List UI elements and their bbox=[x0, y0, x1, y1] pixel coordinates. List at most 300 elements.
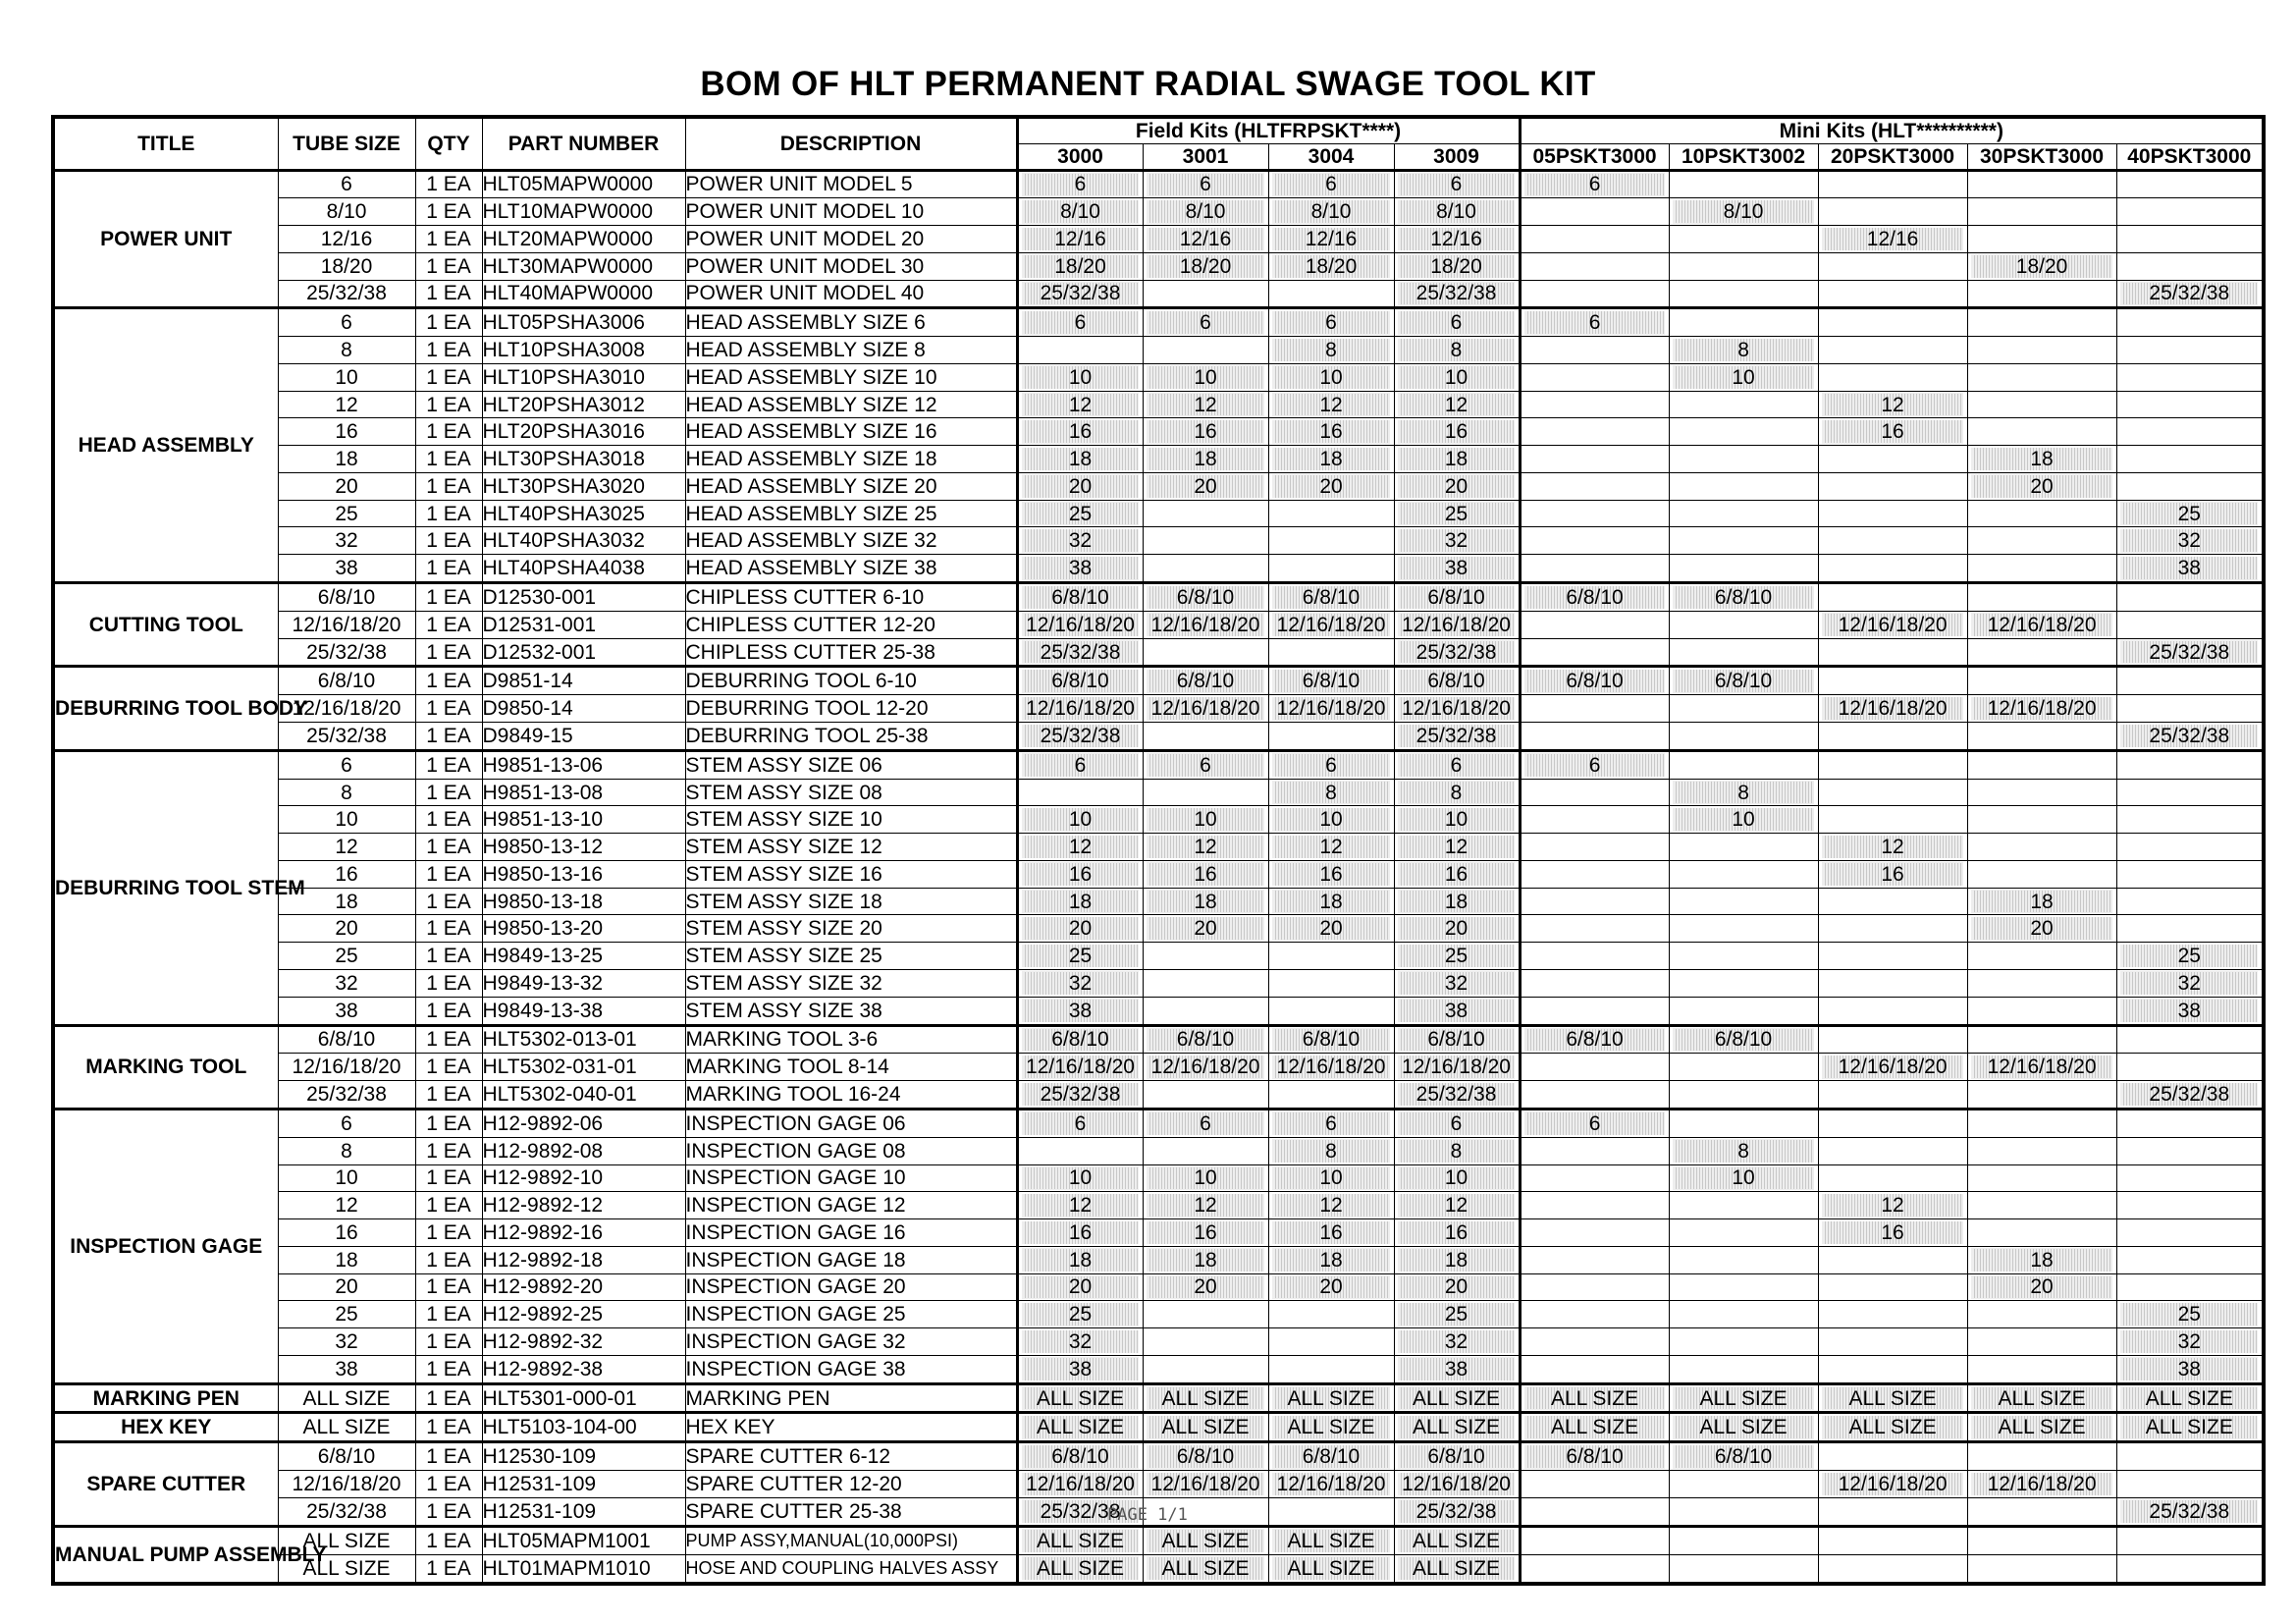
tube-size-cell: 12/16/18/20 bbox=[278, 695, 415, 723]
tube-size-cell: 38 bbox=[278, 555, 415, 583]
kit-cell bbox=[1967, 1328, 2116, 1356]
description-cell: SPARE CUTTER 25-38 bbox=[685, 1497, 1017, 1526]
part-number-cell: HLT30PSHA3018 bbox=[482, 446, 685, 473]
tube-size-cell: 6 bbox=[278, 1109, 415, 1137]
kit-cell bbox=[1268, 527, 1394, 555]
kit-cell bbox=[2116, 252, 2264, 280]
kit-cell bbox=[1669, 1328, 1818, 1356]
part-number-cell: H12531-109 bbox=[482, 1471, 685, 1498]
tube-size-cell: ALL SIZE bbox=[278, 1413, 415, 1442]
qty-cell: 1 EA bbox=[415, 252, 482, 280]
kit-cell: 10 bbox=[1394, 363, 1520, 391]
part-number-cell: H9850-13-16 bbox=[482, 860, 685, 888]
kit-cell bbox=[1520, 1246, 1669, 1273]
kit-cell bbox=[1669, 1355, 1818, 1383]
kit-cell bbox=[1669, 1109, 1818, 1137]
kit-cell: 10 bbox=[1143, 1164, 1268, 1192]
description-cell: STEM ASSY SIZE 25 bbox=[685, 943, 1017, 970]
kit-cell: 10 bbox=[1669, 1164, 1818, 1192]
kit-cell bbox=[1818, 1025, 1967, 1054]
page-footer: PAGE 1/1 bbox=[1107, 1505, 1188, 1525]
tube-size-cell: 20 bbox=[278, 1273, 415, 1301]
kit-cell bbox=[2116, 1164, 2264, 1192]
header-kit: 3004 bbox=[1268, 143, 1394, 170]
kit-cell bbox=[1143, 779, 1268, 806]
description-cell: POWER UNIT MODEL 20 bbox=[685, 226, 1017, 253]
kit-cell: 25/32/38 bbox=[1017, 280, 1143, 308]
kit-cell: 10 bbox=[1143, 363, 1268, 391]
kit-cell: 8 bbox=[1268, 337, 1394, 364]
kit-cell: 6/8/10 bbox=[1669, 1025, 1818, 1054]
kit-cell bbox=[1143, 527, 1268, 555]
kit-cell bbox=[2116, 1273, 2264, 1301]
description-cell: MARKING TOOL 8-14 bbox=[685, 1054, 1017, 1081]
kit-cell: 20 bbox=[1394, 1273, 1520, 1301]
kit-cell: 6/8/10 bbox=[1017, 667, 1143, 695]
kit-cell: 6 bbox=[1017, 308, 1143, 337]
kit-cell bbox=[1669, 997, 1818, 1025]
qty-cell: 1 EA bbox=[415, 969, 482, 997]
qty-cell: 1 EA bbox=[415, 1192, 482, 1219]
header-qty: QTY bbox=[415, 117, 482, 170]
kit-cell bbox=[1967, 1219, 2116, 1247]
qty-cell: 1 EA bbox=[415, 1497, 482, 1526]
kit-cell bbox=[1818, 750, 1967, 779]
tube-size-cell: 32 bbox=[278, 527, 415, 555]
kit-cell bbox=[1268, 1497, 1394, 1526]
kit-cell: 12/16/18/20 bbox=[1394, 1471, 1520, 1498]
kit-cell bbox=[1818, 1497, 1967, 1526]
kit-cell bbox=[1818, 1109, 1967, 1137]
kit-cell: 18 bbox=[1017, 888, 1143, 915]
kit-cell: ALL SIZE bbox=[1017, 1526, 1143, 1554]
kit-cell bbox=[1520, 337, 1669, 364]
qty-cell: 1 EA bbox=[415, 750, 482, 779]
kit-cell: 25/32/38 bbox=[2116, 280, 2264, 308]
kit-cell: 16 bbox=[1268, 860, 1394, 888]
part-number-cell: HLT5302-040-01 bbox=[482, 1081, 685, 1110]
kit-cell: ALL SIZE bbox=[1394, 1526, 1520, 1554]
kit-cell: ALL SIZE bbox=[1268, 1554, 1394, 1584]
kit-cell bbox=[2116, 1526, 2264, 1554]
qty-cell: 1 EA bbox=[415, 391, 482, 418]
kit-cell bbox=[1818, 638, 1967, 667]
kit-cell bbox=[1818, 888, 1967, 915]
part-number-cell: H9850-13-20 bbox=[482, 915, 685, 943]
kit-cell: 6/8/10 bbox=[1394, 1442, 1520, 1471]
table-row bbox=[53, 226, 2264, 253]
table-row bbox=[53, 472, 2264, 500]
kit-cell: 20 bbox=[1143, 915, 1268, 943]
kit-cell: 16 bbox=[1394, 1219, 1520, 1247]
kit-cell: 18 bbox=[1967, 1246, 2116, 1273]
kit-cell: 18 bbox=[1268, 888, 1394, 915]
kit-cell bbox=[1818, 1246, 1967, 1273]
kit-cell: ALL SIZE bbox=[1017, 1413, 1143, 1442]
kit-cell bbox=[1818, 1328, 1967, 1356]
tube-size-cell: 10 bbox=[278, 1164, 415, 1192]
tube-size-cell: ALL SIZE bbox=[278, 1383, 415, 1413]
header-field-kits: Field Kits (HLTFRPSKT****) bbox=[1017, 117, 1520, 143]
kit-cell bbox=[1520, 391, 1669, 418]
kit-cell: 18/20 bbox=[1143, 252, 1268, 280]
part-number-cell: H12-9892-12 bbox=[482, 1192, 685, 1219]
table-row bbox=[53, 1442, 2264, 1471]
description-cell: CHIPLESS CUTTER 6-10 bbox=[685, 583, 1017, 612]
kit-cell bbox=[2116, 611, 2264, 638]
kit-cell: 10 bbox=[1394, 1164, 1520, 1192]
kit-cell: 25/32/38 bbox=[1017, 1497, 1143, 1526]
kit-cell: 12/16/18/20 bbox=[1143, 1054, 1268, 1081]
kit-cell: 18 bbox=[1017, 446, 1143, 473]
tube-size-cell: 6/8/10 bbox=[278, 667, 415, 695]
part-number-cell: HLT5301-000-01 bbox=[482, 1383, 685, 1413]
kit-cell: 38 bbox=[1394, 1355, 1520, 1383]
tube-size-cell: 18 bbox=[278, 1246, 415, 1273]
qty-cell: 1 EA bbox=[415, 779, 482, 806]
kit-cell bbox=[1268, 1081, 1394, 1110]
kit-cell bbox=[1520, 555, 1669, 583]
kit-cell: 18 bbox=[1268, 1246, 1394, 1273]
kit-cell: 12/16 bbox=[1818, 226, 1967, 253]
kit-cell bbox=[2116, 363, 2264, 391]
kit-cell bbox=[1967, 806, 2116, 834]
kit-cell: 16 bbox=[1268, 418, 1394, 446]
kit-cell: 38 bbox=[1394, 997, 1520, 1025]
tube-size-cell: 6 bbox=[278, 750, 415, 779]
part-number-cell: HLT05MAPW0000 bbox=[482, 170, 685, 198]
description-cell: PUMP ASSY,MANUAL(10,000PSI) bbox=[685, 1526, 1017, 1554]
description-cell: HEX KEY bbox=[685, 1413, 1017, 1442]
kit-cell bbox=[1669, 723, 1818, 751]
kit-cell bbox=[1967, 750, 2116, 779]
kit-cell: 12/16/18/20 bbox=[1394, 695, 1520, 723]
part-number-cell: HLT40MAPW0000 bbox=[482, 280, 685, 308]
header-kit: 3001 bbox=[1143, 143, 1268, 170]
header-kit: 3000 bbox=[1017, 143, 1143, 170]
tube-size-cell: 25/32/38 bbox=[278, 1081, 415, 1110]
kit-cell bbox=[1143, 997, 1268, 1025]
kit-cell bbox=[1967, 1355, 2116, 1383]
kit-cell bbox=[1669, 1246, 1818, 1273]
kit-cell: ALL SIZE bbox=[2116, 1383, 2264, 1413]
kit-cell: 6 bbox=[1520, 750, 1669, 779]
part-number-cell: HLT5302-013-01 bbox=[482, 1025, 685, 1054]
kit-cell: 8 bbox=[1669, 1137, 1818, 1164]
kit-cell bbox=[2116, 695, 2264, 723]
kit-cell: ALL SIZE bbox=[1143, 1383, 1268, 1413]
description-cell: DEBURRING TOOL 6-10 bbox=[685, 667, 1017, 695]
part-number-cell: D9851-14 bbox=[482, 667, 685, 695]
kit-cell: 6 bbox=[1268, 170, 1394, 198]
kit-cell: 6/8/10 bbox=[1143, 583, 1268, 612]
kit-cell: ALL SIZE bbox=[2116, 1413, 2264, 1442]
kit-cell bbox=[1669, 555, 1818, 583]
kit-cell: 10 bbox=[1268, 363, 1394, 391]
kit-cell: ALL SIZE bbox=[1394, 1413, 1520, 1442]
kit-cell bbox=[1143, 500, 1268, 527]
part-number-cell: HLT5302-031-01 bbox=[482, 1054, 685, 1081]
kit-cell: ALL SIZE bbox=[1268, 1383, 1394, 1413]
kit-cell: 6/8/10 bbox=[1394, 1025, 1520, 1054]
kit-cell: 6/8/10 bbox=[1143, 1442, 1268, 1471]
qty-cell: 1 EA bbox=[415, 695, 482, 723]
header-kit: 40PSKT3000 bbox=[2116, 143, 2264, 170]
qty-cell: 1 EA bbox=[415, 667, 482, 695]
table-row bbox=[53, 308, 2264, 337]
kit-cell bbox=[1818, 583, 1967, 612]
kit-cell: 6 bbox=[1268, 1109, 1394, 1137]
description-cell: STEM ASSY SIZE 32 bbox=[685, 969, 1017, 997]
part-number-cell: HLT40PSHA3032 bbox=[482, 527, 685, 555]
qty-cell: 1 EA bbox=[415, 1219, 482, 1247]
part-number-cell: HLT10MAPW0000 bbox=[482, 198, 685, 226]
qty-cell: 1 EA bbox=[415, 1301, 482, 1328]
table-row bbox=[53, 1383, 2264, 1413]
kit-cell bbox=[1143, 337, 1268, 364]
kit-cell bbox=[1967, 969, 2116, 997]
kit-cell: 8/10 bbox=[1143, 198, 1268, 226]
kit-cell bbox=[1520, 1137, 1669, 1164]
table-row bbox=[53, 723, 2264, 751]
kit-cell: 6/8/10 bbox=[1394, 667, 1520, 695]
table-row bbox=[53, 1054, 2264, 1081]
part-number-cell: HLT01MAPM1010 bbox=[482, 1554, 685, 1584]
kit-cell bbox=[1818, 1273, 1967, 1301]
kit-cell bbox=[1669, 252, 1818, 280]
kit-cell bbox=[1520, 695, 1669, 723]
kit-cell: 6/8/10 bbox=[1520, 1442, 1669, 1471]
kit-cell: 16 bbox=[1818, 1219, 1967, 1247]
table-row bbox=[53, 860, 2264, 888]
kit-cell: 25 bbox=[2116, 1301, 2264, 1328]
kit-cell: ALL SIZE bbox=[1669, 1383, 1818, 1413]
kit-cell: 25 bbox=[1017, 943, 1143, 970]
table-row bbox=[53, 500, 2264, 527]
description-cell: SPARE CUTTER 6-12 bbox=[685, 1442, 1017, 1471]
kit-cell: ALL SIZE bbox=[1669, 1413, 1818, 1442]
kit-cell: 12 bbox=[1818, 391, 1967, 418]
kit-cell: 12 bbox=[1268, 391, 1394, 418]
kit-cell bbox=[1520, 611, 1669, 638]
qty-cell: 1 EA bbox=[415, 446, 482, 473]
kit-cell bbox=[1669, 1219, 1818, 1247]
kit-cell bbox=[2116, 226, 2264, 253]
kit-cell: ALL SIZE bbox=[1268, 1526, 1394, 1554]
kit-cell bbox=[1017, 1137, 1143, 1164]
tube-size-cell: ALL SIZE bbox=[278, 1554, 415, 1584]
kit-cell bbox=[1967, 997, 2116, 1025]
qty-cell: 1 EA bbox=[415, 1109, 482, 1137]
kit-cell bbox=[1669, 943, 1818, 970]
kit-cell: ALL SIZE bbox=[1017, 1554, 1143, 1584]
part-number-cell: H12-9892-18 bbox=[482, 1246, 685, 1273]
description-cell: HEAD ASSEMBLY SIZE 38 bbox=[685, 555, 1017, 583]
kit-cell bbox=[1967, 1442, 2116, 1471]
kit-cell bbox=[2116, 198, 2264, 226]
kit-cell: 18 bbox=[1143, 888, 1268, 915]
kit-cell bbox=[1967, 198, 2116, 226]
kit-cell: 32 bbox=[1394, 969, 1520, 997]
kit-cell: 38 bbox=[1017, 555, 1143, 583]
description-cell: POWER UNIT MODEL 10 bbox=[685, 198, 1017, 226]
kit-cell: 8 bbox=[1268, 1137, 1394, 1164]
kit-cell: 16 bbox=[1143, 418, 1268, 446]
kit-cell: 32 bbox=[2116, 527, 2264, 555]
table-row bbox=[53, 1025, 2264, 1054]
qty-cell: 1 EA bbox=[415, 1025, 482, 1054]
table-row bbox=[53, 1137, 2264, 1164]
kit-cell: 6 bbox=[1017, 750, 1143, 779]
kit-cell bbox=[1669, 527, 1818, 555]
kit-cell bbox=[2116, 915, 2264, 943]
kit-cell bbox=[1520, 1355, 1669, 1383]
kit-cell bbox=[2116, 1192, 2264, 1219]
tube-size-cell: 8 bbox=[278, 1137, 415, 1164]
kit-cell bbox=[2116, 834, 2264, 861]
kit-cell bbox=[1818, 500, 1967, 527]
kit-cell: 6/8/10 bbox=[1268, 667, 1394, 695]
kit-cell bbox=[1520, 888, 1669, 915]
kit-cell bbox=[1520, 226, 1669, 253]
kit-cell bbox=[1520, 834, 1669, 861]
kit-cell: 10 bbox=[1268, 806, 1394, 834]
kit-cell: ALL SIZE bbox=[1143, 1526, 1268, 1554]
kit-cell: 12/16/18/20 bbox=[1967, 611, 2116, 638]
kit-cell bbox=[1520, 1301, 1669, 1328]
kit-cell bbox=[1017, 779, 1143, 806]
kit-cell bbox=[1268, 555, 1394, 583]
kit-cell bbox=[1520, 638, 1669, 667]
kit-cell bbox=[1967, 860, 2116, 888]
kit-cell bbox=[1143, 1328, 1268, 1356]
kit-cell: 20 bbox=[1394, 472, 1520, 500]
kit-cell bbox=[1967, 418, 2116, 446]
qty-cell: 1 EA bbox=[415, 527, 482, 555]
description-cell: HEAD ASSEMBLY SIZE 32 bbox=[685, 527, 1017, 555]
kit-cell bbox=[1520, 969, 1669, 997]
tube-size-cell: 25 bbox=[278, 500, 415, 527]
part-number-cell: D12532-001 bbox=[482, 638, 685, 667]
tube-size-cell: 18 bbox=[278, 446, 415, 473]
kit-cell bbox=[1669, 860, 1818, 888]
part-number-cell: H9849-13-32 bbox=[482, 969, 685, 997]
description-cell: STEM ASSY SIZE 06 bbox=[685, 750, 1017, 779]
description-cell: CHIPLESS CUTTER 25-38 bbox=[685, 638, 1017, 667]
kit-cell: 6/8/10 bbox=[1143, 1025, 1268, 1054]
qty-cell: 1 EA bbox=[415, 337, 482, 364]
table-row bbox=[53, 638, 2264, 667]
part-number-cell: H12530-109 bbox=[482, 1442, 685, 1471]
part-number-cell: HLT5103-104-00 bbox=[482, 1413, 685, 1442]
table-row bbox=[53, 1471, 2264, 1498]
tube-size-cell: 10 bbox=[278, 806, 415, 834]
kit-cell: 32 bbox=[1394, 1328, 1520, 1356]
table-row bbox=[53, 446, 2264, 473]
kit-cell bbox=[1669, 1192, 1818, 1219]
kit-cell: ALL SIZE bbox=[1143, 1554, 1268, 1584]
table-row bbox=[53, 555, 2264, 583]
kit-cell bbox=[1143, 723, 1268, 751]
kit-cell bbox=[1818, 723, 1967, 751]
kit-cell bbox=[1967, 500, 2116, 527]
qty-cell: 1 EA bbox=[415, 500, 482, 527]
kit-cell: ALL SIZE bbox=[1143, 1413, 1268, 1442]
kit-cell bbox=[1818, 1355, 1967, 1383]
kit-cell bbox=[2116, 1109, 2264, 1137]
part-number-cell: H12-9892-16 bbox=[482, 1219, 685, 1247]
kit-cell bbox=[1967, 1554, 2116, 1584]
kit-cell bbox=[1520, 472, 1669, 500]
table-row bbox=[53, 1526, 2264, 1554]
table-row bbox=[53, 1413, 2264, 1442]
kit-cell bbox=[1669, 391, 1818, 418]
description-cell: STEM ASSY SIZE 18 bbox=[685, 888, 1017, 915]
group-title: MARKING TOOL bbox=[53, 1025, 278, 1109]
kit-cell bbox=[1268, 1355, 1394, 1383]
kit-cell bbox=[2116, 337, 2264, 364]
kit-cell: 6 bbox=[1268, 308, 1394, 337]
kit-cell bbox=[1268, 638, 1394, 667]
kit-cell bbox=[1967, 337, 2116, 364]
kit-cell: 16 bbox=[1017, 860, 1143, 888]
kit-cell: 6 bbox=[1394, 308, 1520, 337]
kit-cell: 12/16/18/20 bbox=[1268, 695, 1394, 723]
kit-cell: 10 bbox=[1143, 806, 1268, 834]
kit-cell: 25 bbox=[1017, 1301, 1143, 1328]
kit-cell bbox=[1818, 915, 1967, 943]
kit-cell: 8 bbox=[1669, 337, 1818, 364]
kit-cell: 10 bbox=[1394, 806, 1520, 834]
kit-cell bbox=[1967, 1526, 2116, 1554]
kit-cell bbox=[1669, 638, 1818, 667]
part-number-cell: HLT40PSHA4038 bbox=[482, 555, 685, 583]
tube-size-cell: 18/20 bbox=[278, 252, 415, 280]
tube-size-cell: 6 bbox=[278, 170, 415, 198]
kit-cell: 12/16/18/20 bbox=[1818, 1471, 1967, 1498]
qty-cell: 1 EA bbox=[415, 723, 482, 751]
kit-cell: 38 bbox=[2116, 555, 2264, 583]
kit-cell bbox=[1268, 280, 1394, 308]
kit-cell bbox=[1967, 723, 2116, 751]
kit-cell bbox=[1669, 308, 1818, 337]
qty-cell: 1 EA bbox=[415, 1273, 482, 1301]
kit-cell: 12/16 bbox=[1394, 226, 1520, 253]
tube-size-cell: 25/32/38 bbox=[278, 280, 415, 308]
kit-cell: 25 bbox=[2116, 943, 2264, 970]
part-number-cell: HLT05MAPM1001 bbox=[482, 1526, 685, 1554]
kit-cell: 12 bbox=[1394, 1192, 1520, 1219]
kit-cell bbox=[1143, 280, 1268, 308]
kit-cell: 6/8/10 bbox=[1520, 1025, 1669, 1054]
kit-cell: 18/20 bbox=[1268, 252, 1394, 280]
qty-cell: 1 EA bbox=[415, 1081, 482, 1110]
kit-cell bbox=[1520, 860, 1669, 888]
kit-cell bbox=[1669, 969, 1818, 997]
kit-cell: ALL SIZE bbox=[1967, 1383, 2116, 1413]
kit-cell: 6/8/10 bbox=[1669, 583, 1818, 612]
qty-cell: 1 EA bbox=[415, 1442, 482, 1471]
tube-size-cell: 38 bbox=[278, 1355, 415, 1383]
kit-cell: 18/20 bbox=[1967, 252, 2116, 280]
kit-cell bbox=[1520, 198, 1669, 226]
kit-cell: 25/32/38 bbox=[1394, 723, 1520, 751]
tube-size-cell: 8/10 bbox=[278, 198, 415, 226]
group-title: SPARE CUTTER bbox=[53, 1442, 278, 1526]
kit-cell bbox=[1967, 943, 2116, 970]
part-number-cell: HLT05PSHA3006 bbox=[482, 308, 685, 337]
qty-cell: 1 EA bbox=[415, 280, 482, 308]
